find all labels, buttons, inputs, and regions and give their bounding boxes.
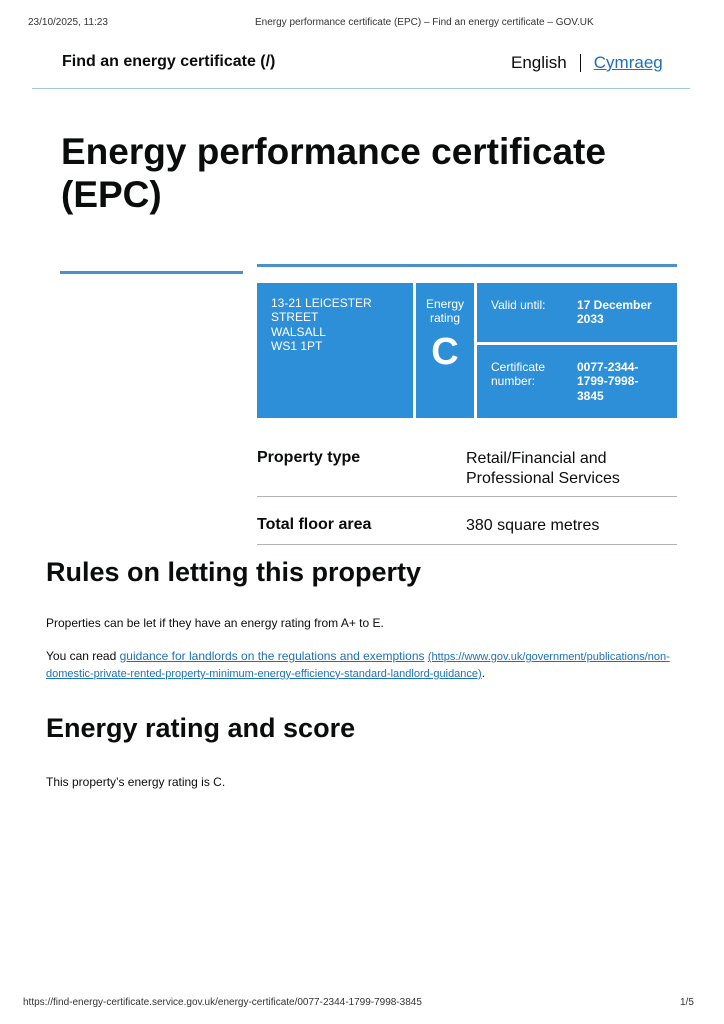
summary-key: Property type bbox=[257, 449, 361, 466]
language-switcher bbox=[511, 53, 663, 73]
section-rule-left bbox=[60, 271, 243, 274]
guidance-suffix: . bbox=[481, 665, 486, 680]
header-divider bbox=[32, 88, 690, 89]
letting-rules-text: Properties can be let if they have an energy rating from A+ to E. bbox=[46, 616, 384, 630]
language-divider bbox=[580, 54, 581, 72]
address-line: 13-21 LEICESTER bbox=[271, 296, 372, 310]
guidance-prefix: You can read bbox=[46, 649, 120, 663]
landlord-guidance-url[interactable]: (https://www.gov.uk/government/publications/non-domestic-private-rented-property-minimum-energy-efficiency-standard-landlord-guidance) bbox=[46, 651, 670, 680]
summary-key: Total floor area bbox=[257, 516, 372, 534]
print-page-number: 1/5 bbox=[680, 997, 694, 1008]
address-line: WALSALL bbox=[271, 324, 326, 339]
certificate-number-value: 0077-2344-1799-7998-3845 bbox=[577, 359, 639, 403]
certificate-number-label: Certificate number: bbox=[491, 359, 546, 389]
epc-summary-box bbox=[257, 283, 677, 417]
address-line: WS1 1PT bbox=[271, 339, 323, 354]
print-title: Energy performance certificate (EPC) – Find an energy certificate – GOV.UK bbox=[255, 17, 594, 28]
print-url: https://find-energy-certificate.service.gov.uk/energy-certificate/0077-2344-1799-7998-3845 bbox=[23, 997, 422, 1008]
landlord-guidance-link[interactable]: guidance for landlords on the regulations and exemptions bbox=[119, 649, 425, 663]
summary-row-property-type bbox=[257, 438, 677, 497]
service-name-link[interactable]: Find an energy certificate (/) bbox=[62, 53, 276, 70]
letting-rules-heading: Rules on letting this property bbox=[46, 557, 422, 587]
energy-rating-text: This property’s energy rating is C. bbox=[46, 775, 226, 789]
valid-until-label: Valid until: bbox=[491, 298, 546, 312]
certificate-number-cell bbox=[477, 345, 677, 418]
valid-until-cell bbox=[477, 283, 677, 342]
summary-value: 380 square metres bbox=[466, 517, 600, 535]
section-rule-right bbox=[257, 264, 677, 267]
energy-rating-label-2: rating bbox=[429, 311, 461, 326]
property-address bbox=[257, 283, 413, 418]
language-cymraeg-link[interactable]: Cymraeg bbox=[593, 53, 663, 72]
language-english: English bbox=[511, 53, 567, 72]
property-summary-list bbox=[257, 438, 677, 553]
landlord-guidance-paragraph bbox=[46, 648, 676, 682]
energy-rating-label-1: Energy bbox=[425, 297, 465, 311]
energy-rating-letter: C bbox=[431, 330, 459, 373]
address-line: STREET bbox=[271, 310, 319, 325]
energy-rating-cell bbox=[416, 283, 474, 418]
print-date: 23/10/2025, 11:23 bbox=[28, 17, 108, 28]
valid-until-value: 17 December 2033 bbox=[577, 298, 652, 327]
energy-rating-heading: Energy rating and score bbox=[46, 713, 356, 743]
summary-row-floor-area bbox=[257, 505, 677, 545]
page-title: Energy performance certificate (EPC) bbox=[61, 131, 606, 216]
summary-value: Retail/Financial and Professional Services bbox=[466, 450, 620, 487]
